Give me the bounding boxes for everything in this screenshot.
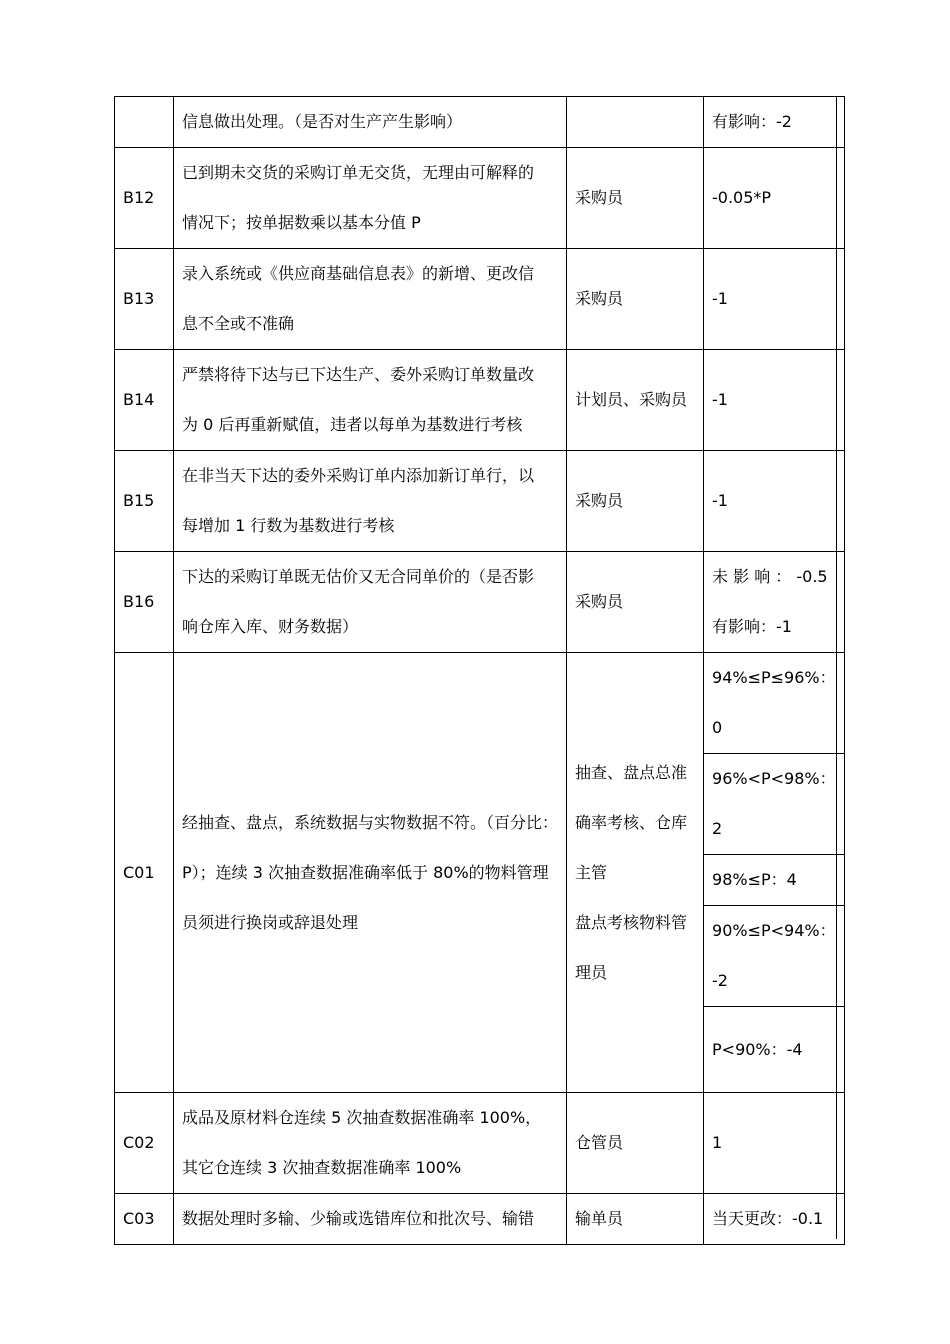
responsible-cell [567, 1093, 704, 1194]
description-cell [174, 249, 567, 350]
text-line: 录入系统或《供应商基础信息表》的新增、更改信 [182, 264, 535, 283]
description-cell [174, 653, 567, 1093]
description-cell [174, 552, 567, 653]
item-code-cell: B16 [115, 552, 174, 653]
responsible-cell [567, 97, 704, 148]
description-cell [174, 1093, 567, 1194]
description-cell [174, 451, 567, 552]
table-row [115, 350, 845, 451]
text-line: -1 [712, 491, 728, 510]
item-code-cell [115, 97, 174, 148]
responsible-cell [567, 148, 704, 249]
text-line: 下达的采购订单既无估价又无合同单价的（是否影 [182, 567, 535, 586]
responsible-cell [567, 249, 704, 350]
text-line: 采购员 [575, 491, 624, 510]
responsible-cell [567, 653, 704, 1093]
text-line: 确率考核、仓库 [575, 812, 688, 832]
item-code-cell: B13 [115, 249, 174, 350]
text-line: 94%≤P≤96%： [712, 668, 836, 687]
text-line: 每增加 1 行数为基数进行考核 [182, 516, 395, 535]
text-line: 成品及原材料仓连续 5 次抽查数据准确率 100%， [182, 1108, 542, 1127]
table-row [115, 552, 845, 653]
text-line: 已到期未交货的采购订单无交货，无理由可解释的 [182, 163, 535, 182]
text-line: 采购员 [575, 592, 624, 611]
text-line: 主管 [575, 862, 608, 882]
text-line: 其它仓连续 3 次抽查数据准确率 100% [182, 1158, 462, 1177]
table-row [115, 97, 845, 148]
text-line: 仓管员 [575, 1133, 624, 1152]
text-line: -1 [712, 390, 728, 409]
description-cell [174, 97, 567, 148]
description-cell [174, 350, 567, 451]
text-line: 采购员 [575, 289, 624, 308]
text-line: 理员 [575, 962, 608, 982]
text-line: 息不全或不准确 [182, 314, 295, 333]
item-code-cell: B12 [115, 148, 174, 249]
text-line: 当天更改：-0.1 [712, 1209, 824, 1228]
table-row [115, 1194, 845, 1245]
description-cell [174, 1194, 567, 1245]
score-cell [704, 350, 845, 451]
score-cell [704, 451, 845, 552]
text-line: 抽查、盘点总准 [575, 762, 688, 782]
text-line: 经抽查、盘点，系统数据与实物数据不符。（百分比： [182, 812, 559, 832]
text-line: 有影响：-2 [712, 112, 792, 131]
score-cell [704, 1093, 845, 1194]
table-row [115, 451, 845, 552]
score-cell [704, 1007, 845, 1093]
text-line: 在非当天下达的委外采购订单内添加新订单行，以 [182, 466, 535, 485]
text-line: 数据处理时多输、少输或选错库位和批次号、输错 [182, 1209, 535, 1228]
text-line: 信息做出处理。（是否对生产产生影响） [182, 112, 463, 131]
text-line: 计划员、采购员 [575, 390, 688, 409]
item-code-cell: C02 [115, 1093, 174, 1194]
text-line: 输单员 [575, 1209, 624, 1228]
responsible-cell [567, 552, 704, 653]
text-line: -1 [712, 289, 728, 308]
score-cell [704, 1194, 845, 1245]
text-line: 98%≤P：4 [712, 870, 797, 889]
text-line: 员须进行换岗或辞退处理 [182, 912, 359, 932]
text-line: 96%<P<98%： [712, 769, 836, 788]
table-right-border [836, 96, 837, 1239]
responsible-cell [567, 350, 704, 451]
text-line: 1 [712, 1133, 723, 1152]
score-cell [704, 552, 845, 653]
table-row [115, 1093, 845, 1194]
item-code-cell: B15 [115, 451, 174, 552]
table-row [115, 653, 845, 754]
text-line: 盘点考核物料管 [575, 912, 688, 932]
text-line: 2 [712, 819, 723, 838]
text-line: 情况下；按单据数乘以基本分值 P [182, 213, 421, 232]
item-code-cell: B14 [115, 350, 174, 451]
text-line: 响仓库入库、财务数据） [182, 617, 359, 636]
text-line: P<90%：-4 [712, 1039, 803, 1059]
description-cell [174, 148, 567, 249]
score-cell [704, 97, 845, 148]
item-code-cell: C01 [115, 653, 174, 1093]
text-line: 严禁将待下达与已下达生产、委外采购订单数量改 [182, 365, 535, 384]
score-cell [704, 754, 845, 855]
text-line: 90%≤P<94%： [712, 921, 836, 940]
text-line: 0 [712, 718, 723, 737]
item-code-cell: C03 [115, 1194, 174, 1245]
assessment-table [114, 96, 845, 1245]
score-cell [704, 653, 845, 754]
text-line: -2 [712, 971, 728, 990]
text-line: P）；连续 3 次抽查数据准确率低于 80%的物料管理 [182, 862, 549, 882]
score-cell [704, 148, 845, 249]
table-row [115, 148, 845, 249]
text-line: 有影响：-1 [712, 617, 792, 636]
responsible-cell [567, 1194, 704, 1245]
text-line: 采购员 [575, 188, 624, 207]
text-line: -0.05*P [712, 188, 772, 207]
score-cell [704, 249, 845, 350]
table-row [115, 249, 845, 350]
responsible-cell [567, 451, 704, 552]
score-cell [704, 855, 845, 906]
text-line: 未 影 响 ： -0.5 [712, 567, 828, 586]
text-line: 为 0 后再重新赋值，违者以每单为基数进行考核 [182, 415, 523, 434]
score-cell [704, 906, 845, 1007]
